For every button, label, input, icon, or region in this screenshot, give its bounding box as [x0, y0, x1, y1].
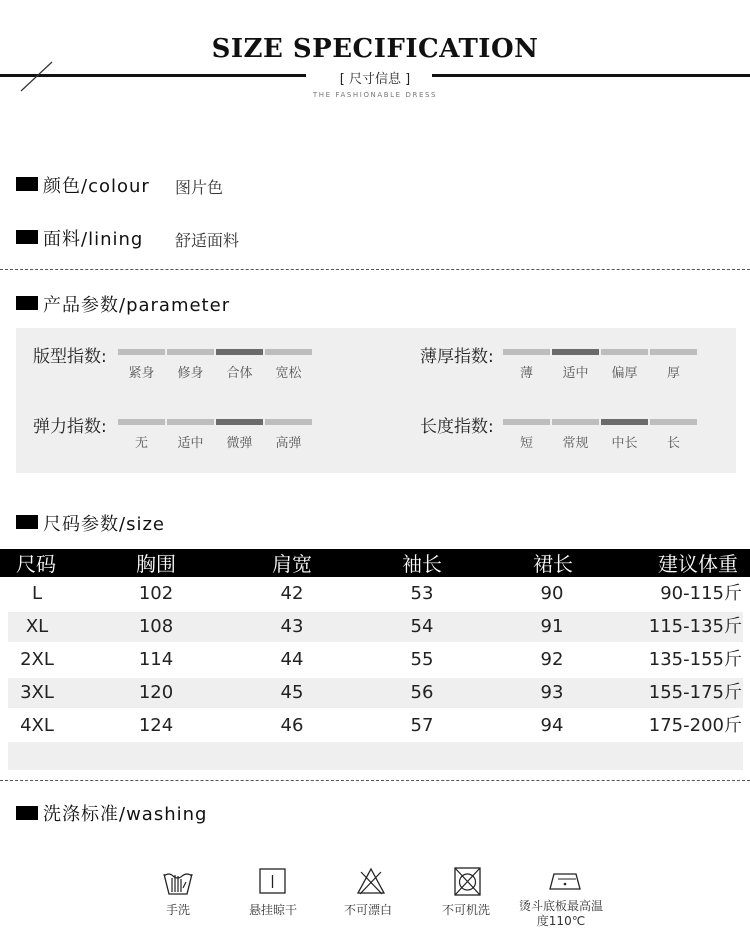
header-subtitle: [ 尺寸信息 ] [0, 68, 750, 87]
table-cell: 124 [138, 715, 174, 736]
table-cell: 57 [410, 715, 434, 736]
no-bleach-icon [356, 866, 386, 896]
index-option-label: 长 [666, 436, 680, 451]
table-cell: 90 [540, 583, 564, 604]
index-option-label: 无 [134, 436, 148, 451]
index-option-label: 微弹 [226, 436, 253, 451]
wash-label: 烫斗底板最高温度110℃ [518, 899, 603, 928]
index-option-label: 紧身 [128, 366, 155, 381]
index-segment-selected [601, 419, 648, 425]
table-cell: 56 [410, 682, 434, 703]
index-segment [552, 419, 599, 425]
col-header-size: 尺码 [16, 552, 56, 576]
col-header-dress-length: 裙长 [533, 552, 573, 576]
hang-dry-icon [258, 866, 288, 896]
index-segment-selected [552, 349, 599, 355]
no-machine-wash-icon [453, 866, 483, 898]
table-cell: 53 [410, 583, 434, 604]
table-cell: 91 [540, 616, 564, 637]
slash-decoration-icon [18, 60, 58, 94]
col-header-sleeve: 袖长 [402, 552, 442, 576]
section-marker [16, 806, 38, 820]
table-cell: 108 [138, 616, 174, 637]
table-cell: L [31, 583, 43, 604]
index-segment [265, 349, 312, 355]
index-segment [601, 349, 648, 355]
index-segment [650, 349, 697, 355]
index-segment-selected [216, 349, 263, 355]
index-segment [503, 419, 550, 425]
index-label: 薄厚指数: [420, 347, 494, 367]
index-label: 弹力指数: [33, 417, 107, 437]
wash-label: 不可机洗 [441, 903, 490, 917]
lining-value: 舒适面料 [175, 231, 240, 250]
section-marker [16, 296, 38, 310]
table-cell: 92 [540, 649, 564, 670]
table-cell: XL [25, 616, 49, 637]
table-cell: 120 [138, 682, 174, 703]
divider [0, 780, 750, 781]
wash-label: 不可漂白 [343, 903, 392, 917]
row-stripe [8, 742, 743, 770]
iron-icon [546, 868, 584, 894]
wash-label: 手洗 [165, 903, 190, 917]
index-segment-selected [216, 419, 263, 425]
table-cell: 54 [410, 616, 434, 637]
parameter-label: 产品参数/parameter [43, 295, 231, 316]
index-label: 版型指数: [33, 347, 107, 367]
index-option-label: 薄 [519, 366, 533, 381]
section-marker [16, 230, 38, 244]
table-cell: 115-135斤 [648, 616, 742, 637]
table-cell: 42 [280, 583, 304, 604]
table-cell: 2XL [20, 649, 54, 670]
section-marker [16, 515, 38, 529]
index-segment [167, 419, 214, 425]
index-option-label: 高弹 [275, 436, 302, 451]
table-cell: 93 [540, 682, 564, 703]
index-option-label: 适中 [562, 366, 589, 381]
index-option-label: 偏厚 [611, 366, 638, 381]
table-cell: 90-115斤 [660, 583, 742, 604]
index-option-label: 中长 [611, 436, 638, 451]
table-cell: 102 [138, 583, 174, 604]
index-option-label: 合体 [226, 366, 253, 381]
page-title: SIZE SPECIFICATION [211, 34, 539, 64]
wash-label: 悬挂晾干 [248, 903, 297, 917]
index-option-label: 短 [519, 436, 533, 451]
table-cell: 44 [280, 649, 304, 670]
lining-label: 面料/lining [43, 229, 144, 250]
index-segment [265, 419, 312, 425]
index-option-label: 宽松 [275, 366, 302, 381]
divider [0, 269, 750, 270]
table-cell: 55 [410, 649, 434, 670]
index-segment [503, 349, 550, 355]
col-header-weight: 建议体重 [658, 552, 738, 576]
index-segment [650, 419, 697, 425]
table-cell: 114 [138, 649, 174, 670]
table-cell: 94 [540, 715, 564, 736]
table-cell: 155-175斤 [648, 682, 742, 703]
section-marker [16, 177, 38, 191]
table-cell: 175-200斤 [648, 715, 742, 736]
table-cell: 43 [280, 616, 304, 637]
table-cell: 46 [280, 715, 304, 736]
header-tagline: THE FASHIONABLE DRESS [312, 91, 438, 99]
size-label: 尺码参数/size [43, 514, 165, 535]
hand-wash-icon [161, 866, 195, 898]
table-cell: 45 [280, 682, 304, 703]
col-header-shoulder: 肩宽 [272, 552, 312, 576]
index-option-label: 修身 [177, 366, 204, 381]
table-cell: 3XL [20, 682, 54, 703]
index-option-label: 适中 [177, 436, 204, 451]
index-option-label: 常规 [562, 436, 589, 451]
index-option-label: 厚 [666, 366, 680, 381]
index-label: 长度指数: [420, 417, 494, 437]
colour-label: 颜色/colour [43, 176, 150, 197]
size-table-header [0, 549, 750, 577]
index-segment [118, 349, 165, 355]
table-cell: 4XL [20, 715, 54, 736]
washing-label: 洗涤标准/washing [43, 804, 208, 825]
index-segment [167, 349, 214, 355]
index-segment [118, 419, 165, 425]
col-header-chest: 胸围 [136, 552, 176, 576]
table-cell: 135-155斤 [648, 649, 742, 670]
colour-value: 图片色 [175, 178, 224, 197]
